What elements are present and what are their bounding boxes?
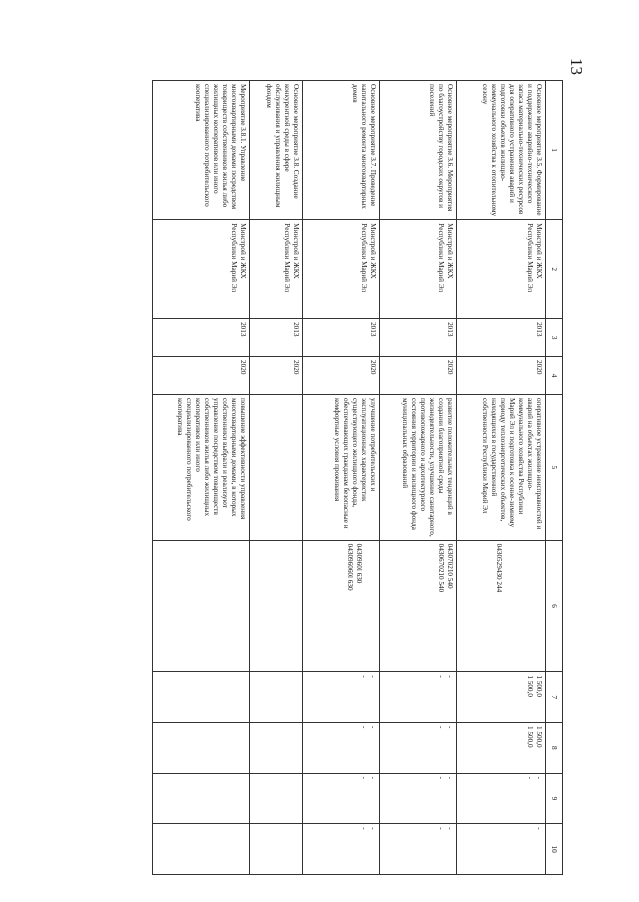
- column-header: 5: [546, 395, 563, 541]
- amount-value: -: [446, 675, 454, 678]
- amount-value: -: [437, 675, 445, 678]
- table-row: [250, 81, 303, 875]
- column-header: 7: [546, 672, 563, 723]
- budget-code-cell: [250, 540, 303, 672]
- amount-cell-3: [303, 773, 380, 824]
- executor-cell: Минстрой и ЖКХ Республики Марий Эл: [303, 220, 380, 319]
- amount-value: -: [360, 675, 368, 678]
- column-header: 2: [546, 220, 563, 319]
- column-header: 10: [546, 824, 563, 875]
- column-header: 1: [546, 81, 563, 220]
- budget-code-cell: [457, 540, 546, 672]
- table-row: [380, 81, 457, 875]
- amount-value: 1 500,0: [535, 675, 543, 697]
- budget-code: 043070210 540: [446, 543, 454, 589]
- budget-code-cell: [380, 540, 457, 672]
- amount-value: 1 500,0: [535, 725, 543, 748]
- amount-value: -: [369, 776, 377, 780]
- amount-cell-1: [250, 672, 303, 723]
- amount-value: -: [369, 827, 377, 830]
- header-row: [546, 81, 563, 875]
- amount-cell-3: [153, 773, 250, 824]
- amount-cell-3: [457, 722, 546, 773]
- activity-cell: Основное мероприятие 3.5. Формирование и поддержание аварийно-технического запаса материально-технических ресурсов для оперативного устранения аварий и подготовки объектов жилищно-коммунального хозяйства к отопительному сезону: [457, 81, 546, 220]
- executor-cell: Минстрой и ЖКХ Республики Марий Эл: [153, 220, 250, 319]
- amount-value: -: [360, 725, 368, 729]
- table-row: [153, 81, 250, 875]
- amount-cell-3: [380, 773, 457, 824]
- amount-value: -: [360, 827, 368, 830]
- amount-value: -: [526, 776, 534, 780]
- activity-cell: Мероприятие 3.8.1. Управление многоквартирными домами посредством товариществ собственников жилья либо жилищных кооперативов или иного специализированного потребительского кооператива: [153, 81, 250, 220]
- start-year-cell: 2013: [153, 319, 250, 357]
- amount-cell-3: [250, 773, 303, 824]
- table-row: [457, 81, 546, 875]
- amount-cell-4: [380, 824, 457, 875]
- start-year-cell: 2013: [457, 319, 546, 357]
- amount-cell-1: [380, 672, 457, 723]
- amount-value: 1 500,0: [526, 725, 534, 748]
- amount-cell-2: [153, 722, 250, 773]
- landscape-table-wrapper: [96, 80, 563, 875]
- amount-value: -: [446, 725, 454, 729]
- end-year-cell: 2020: [380, 357, 457, 395]
- amount-value: -: [535, 827, 543, 830]
- budget-code: 043096060l 630: [346, 543, 354, 591]
- end-year-cell: 2020: [457, 357, 546, 395]
- activity-cell: Основное мероприятие 3.6. Мероприятия по благоустройству городских округов и поселений: [380, 81, 457, 220]
- column-header: 3: [546, 319, 563, 357]
- amount-cell-2: [250, 722, 303, 773]
- amount-cell-4: [457, 773, 546, 824]
- amount-value: 1 500,0: [526, 675, 534, 697]
- amount-cell-4: [153, 824, 250, 875]
- activity-cell: Основное мероприятие 3.8. Создание конкурентной среды в сфере обслуживания и управления жилищным фондом: [250, 81, 303, 220]
- amount-cell-1: [153, 672, 250, 723]
- amount-value: -: [369, 725, 377, 729]
- start-year-cell: 2013: [250, 319, 303, 357]
- column-header: 4: [546, 357, 563, 395]
- amount-value: -: [369, 675, 377, 678]
- result-cell: [250, 395, 303, 541]
- budget-code-cell: [303, 540, 380, 672]
- column-header: 6: [546, 540, 563, 672]
- executor-cell: Минстрой и ЖКХ Республики Марий Эл: [250, 220, 303, 319]
- column-header: 8: [546, 722, 563, 773]
- budget-code: 0430529430 244: [495, 543, 503, 593]
- amount-cell-2: [380, 722, 457, 773]
- end-year-cell: 2020: [303, 357, 380, 395]
- amount-value: -: [360, 776, 368, 780]
- activity-cell: Основное мероприятие 3.7. Проведение капитального ремонта многоквартирных домов: [303, 81, 380, 220]
- amount-cell-4: [303, 824, 380, 875]
- budget-code: 0430670210 540: [437, 543, 445, 593]
- amount-value: -: [535, 776, 543, 780]
- amount-value: -: [446, 776, 454, 780]
- amount-cell-5: [457, 824, 546, 875]
- amount-cell-2: [457, 672, 546, 723]
- result-cell: улучшение потребительских и эксплуатационных характеристик существующего жилищного фонда, обеспечивающих гражданам безопасные и комфортные условия проживания: [303, 395, 380, 541]
- start-year-cell: 2013: [303, 319, 380, 357]
- amount-value: -: [437, 725, 445, 729]
- amount-value: -: [437, 827, 445, 830]
- result-cell: оперативное устранение неисправностей и аварий на объектах жилищно-коммунального хозяйства Республики Марий Эл и подготовка к осенне-зимнему периоду теплоэнергетических объектов, находящихся в государственной собственности Республики Марий Эл: [457, 395, 546, 541]
- executor-cell: Минстрой и ЖКХ Республики Марий Эл: [457, 220, 546, 319]
- result-cell: развитие положительных тенденций в создании благоприятной среды жизнедеятельности, улучшение санитарного, противопожарного и архитектурного состояния территории и жилищного фонда муниципальных образований: [380, 395, 457, 541]
- amount-cell-2: [303, 722, 380, 773]
- amount-cell-1: [303, 672, 380, 723]
- executor-cell: Минстрой и ЖКХ Республики Марий Эл: [380, 220, 457, 319]
- amount-value: -: [446, 827, 454, 830]
- table-row: [303, 81, 380, 875]
- budget-code-cell: [153, 540, 250, 672]
- budget-code: 0430960l 630: [355, 543, 363, 584]
- page-number: 13: [567, 58, 586, 75]
- amount-cell-4: [250, 824, 303, 875]
- result-cell: повышение эффективности управления многоквартирными домами, в которых собственники выбрали и реализуют управление посредством товариществ собственников жилья либо жилищных кооперативов или иного специализированного потребительского кооператива: [153, 395, 250, 541]
- end-year-cell: 2020: [250, 357, 303, 395]
- start-year-cell: 2013: [380, 319, 457, 357]
- column-header: 9: [546, 773, 563, 824]
- program-activities-table: [152, 80, 563, 875]
- amount-value: -: [437, 776, 445, 780]
- end-year-cell: 2020: [153, 357, 250, 395]
